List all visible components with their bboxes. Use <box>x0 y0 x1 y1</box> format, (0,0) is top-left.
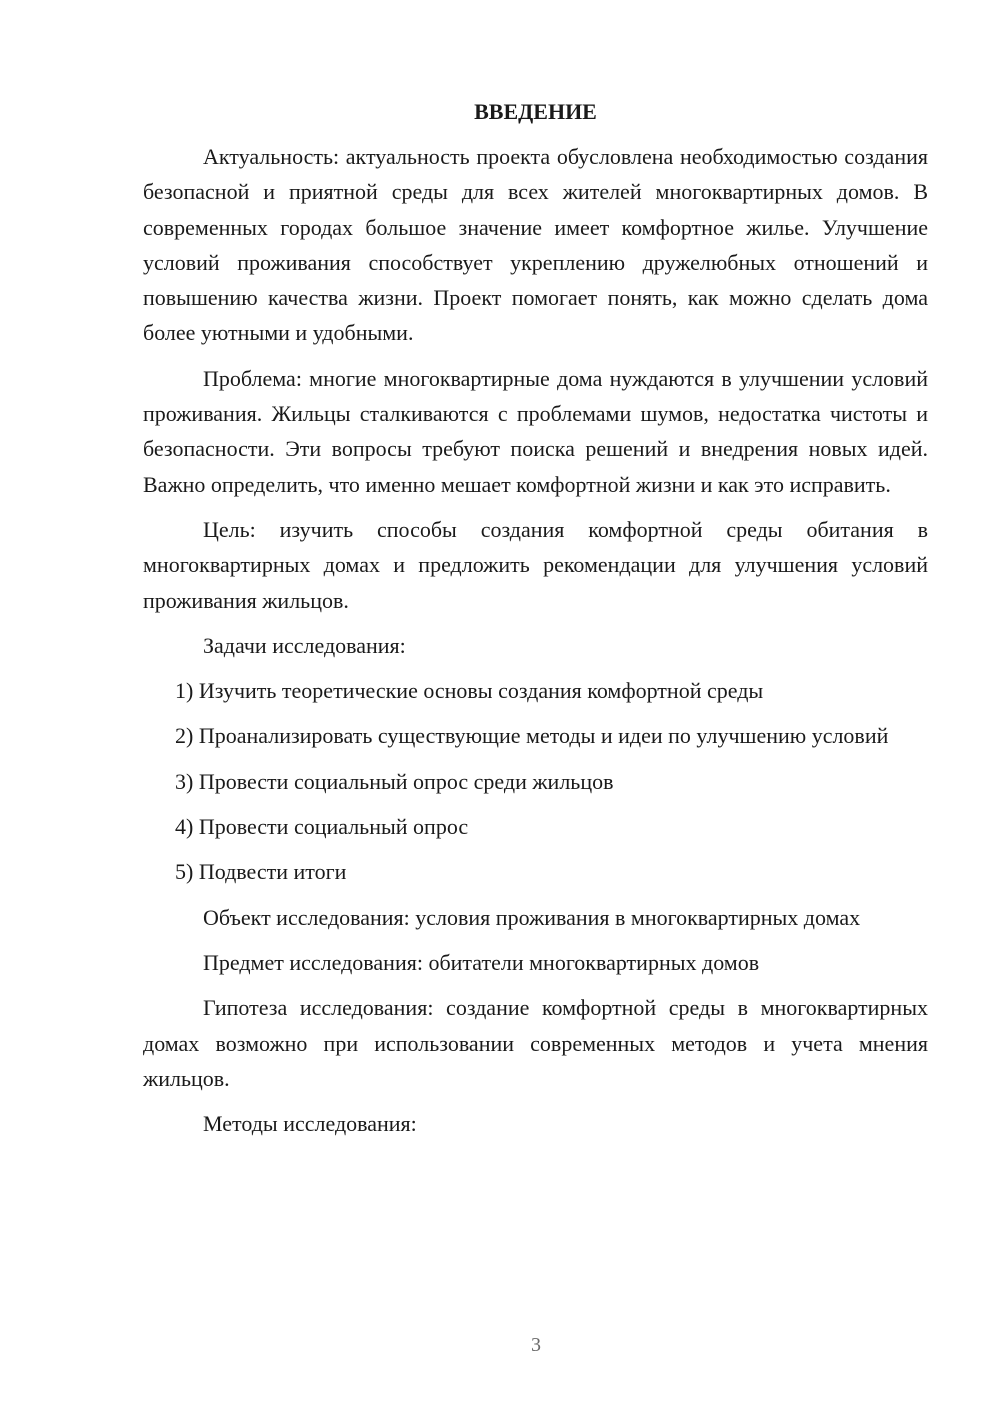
paragraph-tasks-heading: Задачи исследования: <box>203 632 406 658</box>
document-body <box>143 94 928 1151</box>
paragraph-subject: Предмет исследования: обитатели многоквартирных домов <box>203 949 760 975</box>
paragraph-goal: Цель: изучить способы создания комфортной среды обитания в многоквартирных домах и предложить рекомендации для улучшения условий проживания жильцов. <box>143 516 928 613</box>
paragraph-methods: Методы исследования: <box>203 1111 417 1137</box>
task-item-5: 5) Подвести итоги <box>175 859 347 885</box>
task-item-2: 2) Проанализировать существующие методы и идеи по улучшению условий <box>175 723 889 749</box>
page-number: 3 <box>531 1334 541 1356</box>
task-item-3: 3) Провести социальный опрос среди жильцов <box>175 768 614 794</box>
paragraph-relevance: Актуальность: актуальность проекта обусловлена необходимостью создания безопасной и приятной среды для всех жителей многоквартирных домов. В современных городах большое значение имеет комфортное жилье. Улучшение условий проживания способствует укреплению дружелюбных отношений и повышению качества жизни. Проект помогает понять, как можно сделать дома более уютными и удобными. <box>143 144 928 346</box>
paragraph-object: Объект исследования: условия проживания в многоквартирных домах <box>203 904 861 930</box>
paragraph-problem: Проблема: многие многоквартирные дома нуждаются в улучшении условий проживания. Жильцы сталкиваются с проблемами шумов, недостатка чистоты и безопасности. Эти вопросы требуют поиска решений и внедрения новых идей. Важно определить, что именно мешает комфортной жизни и как это исправить. <box>143 365 928 497</box>
task-item-1: 1) Изучить теоретические основы создания комфортной среды <box>175 678 764 704</box>
paragraph-hypothesis: Гипотеза исследования: создание комфортной среды в многоквартирных домах возможно при использовании современных методов и учета мнения жильцов. <box>143 995 928 1091</box>
section-title: ВВЕДЕНИЕ <box>474 99 597 124</box>
task-item-4: 4) Провести социальный опрос <box>175 814 469 840</box>
